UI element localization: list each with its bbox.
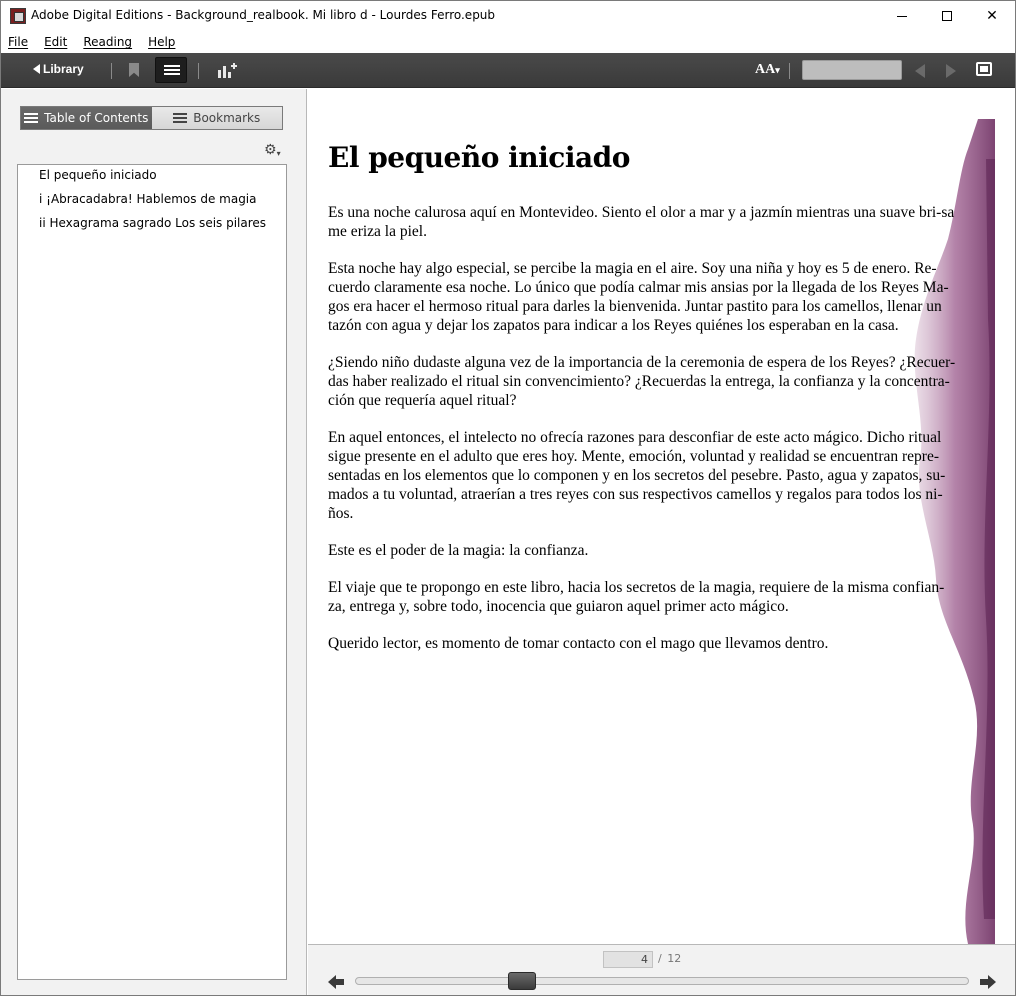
toc-item[interactable]: ii Hexagrama sagrado Los seis pilares	[39, 216, 267, 230]
fullscreen-icon[interactable]	[976, 62, 992, 76]
minimize-icon	[897, 16, 907, 17]
page-navigation-bar	[308, 944, 1015, 996]
back-triangle-icon	[33, 64, 40, 74]
page-slider-thumb[interactable]	[508, 972, 536, 990]
toc-item[interactable]: i ¡Abracadabra! Hablemos de magia	[39, 192, 257, 206]
stats-icon[interactable]	[218, 62, 236, 78]
gear-icon: ⚙	[264, 142, 277, 158]
toc-list	[17, 164, 287, 980]
toc-toggle-button[interactable]	[155, 57, 187, 83]
paragraph: Es una noche calurosa aquí en Montevideo. Siento el olor a mar y a jazmín mientras una suave bri-sa me eriza la piel.	[328, 204, 955, 240]
menu-reading[interactable]: Reading	[83, 35, 133, 49]
page-separator: /	[658, 952, 662, 965]
tab-bookmarks[interactable]	[152, 107, 283, 129]
chapter-title: El pequeño iniciado	[328, 141, 630, 174]
window-title: Adobe Digital Editions - Background_realbook. Mi libro d - Lourdes Ferro.epub	[31, 8, 496, 22]
library-button[interactable]	[33, 62, 84, 76]
title-bar	[1, 1, 1015, 31]
paragraph: El viaje que te propongo en este libro, hacia los secretos de la magia, requiere de la misma confian-za, entrega y, sobre todo, inocencia que guiaron aquel primer acto mágico.	[328, 579, 945, 615]
page-margin	[995, 89, 1015, 944]
paragraph: En aquel entonces, el intelecto no ofrecía razones para desconfiar de este acto mágico. Dicho ritual sigue presente en el adulto que eres hoy. Mente, emoción, voluntad y realidad se encuentran repre-sentadas en los elementos que lo componen y en los secretos del pesebre. Pasto, agua y zapatos, su-mados a tu voluntad, atraerían a tres reyes con sus respectivos camellos y regalos para todos los ni-ños.	[328, 429, 946, 522]
next-arrow-icon[interactable]	[946, 64, 956, 78]
page-slider[interactable]	[355, 977, 969, 985]
menu-file[interactable]: File	[8, 35, 29, 49]
toolbar-divider	[198, 63, 199, 79]
tab-label: Table of Contents	[44, 111, 149, 125]
reader-toolbar	[1, 53, 1015, 88]
gear-button[interactable]	[264, 142, 281, 158]
page-total	[656, 952, 681, 965]
watercolor-stain-image	[908, 119, 995, 944]
app-icon	[10, 8, 26, 24]
paragraph: Esta noche hay algo especial, se percibe la magia en el aire. Soy una niña y hoy es 5 de enero. Re-cuerdo claramente esa noche. Lo único que podía calmar mis ansias por la llegada de los Reyes Ma-gos era hacer el hermoso ritual para darles la bienvenida. Juntar pastito para los camellos, llenar un tazón con agua y dejar los zapatos para indicar a los Reyes quiénes los esperaban en la casa.	[328, 260, 949, 334]
page-number-input[interactable]	[603, 951, 653, 968]
list-icon	[24, 113, 38, 123]
font-size-button[interactable]	[755, 62, 780, 78]
font-size-caret: ▾	[775, 65, 780, 75]
menu-bar	[1, 31, 1015, 53]
gear-caret: ▾	[276, 149, 281, 158]
font-size-icon: AA	[755, 62, 776, 77]
library-label: Library	[43, 62, 84, 76]
close-icon: ✕	[986, 8, 998, 24]
panel-tabs	[20, 106, 283, 130]
close-button[interactable]	[969, 1, 1015, 31]
maximize-button[interactable]	[924, 1, 970, 31]
toc-item[interactable]: El pequeño iniciado	[39, 168, 157, 182]
minimize-button[interactable]	[879, 1, 925, 31]
paragraph: ¿Siendo niño dudaste alguna vez de la importancia de la ceremonia de espera de los Reyes? ¿Recuer-das haber realizado el ritual sin convencimiento? ¿Recuerdas la entrega, la confianza y la concentra-ción que requería aquel ritual?	[328, 354, 956, 409]
paragraph: Querido lector, es momento de tomar contacto con el mago que llevamos dentro.	[328, 635, 829, 652]
table-of-contents-icon	[164, 65, 180, 77]
tab-label: Bookmarks	[193, 111, 261, 125]
previous-page-icon[interactable]	[328, 974, 344, 990]
menu-help[interactable]: Help	[148, 35, 176, 49]
search-input[interactable]	[802, 60, 902, 80]
next-page-icon[interactable]	[980, 974, 996, 990]
toolbar-divider	[111, 63, 112, 79]
prev-arrow-icon[interactable]	[915, 64, 925, 78]
bookmark-icon[interactable]	[129, 63, 139, 77]
list-icon	[173, 113, 187, 123]
navigation-panel	[1, 89, 307, 996]
total-pages: 12	[667, 952, 682, 965]
maximize-icon	[942, 11, 952, 21]
menu-edit[interactable]: Edit	[44, 35, 68, 49]
toolbar-divider	[789, 63, 790, 79]
paragraph: Este es el poder de la magia: la confianza.	[328, 542, 589, 559]
reading-pane	[308, 89, 1015, 944]
tab-table-of-contents[interactable]	[21, 107, 152, 129]
